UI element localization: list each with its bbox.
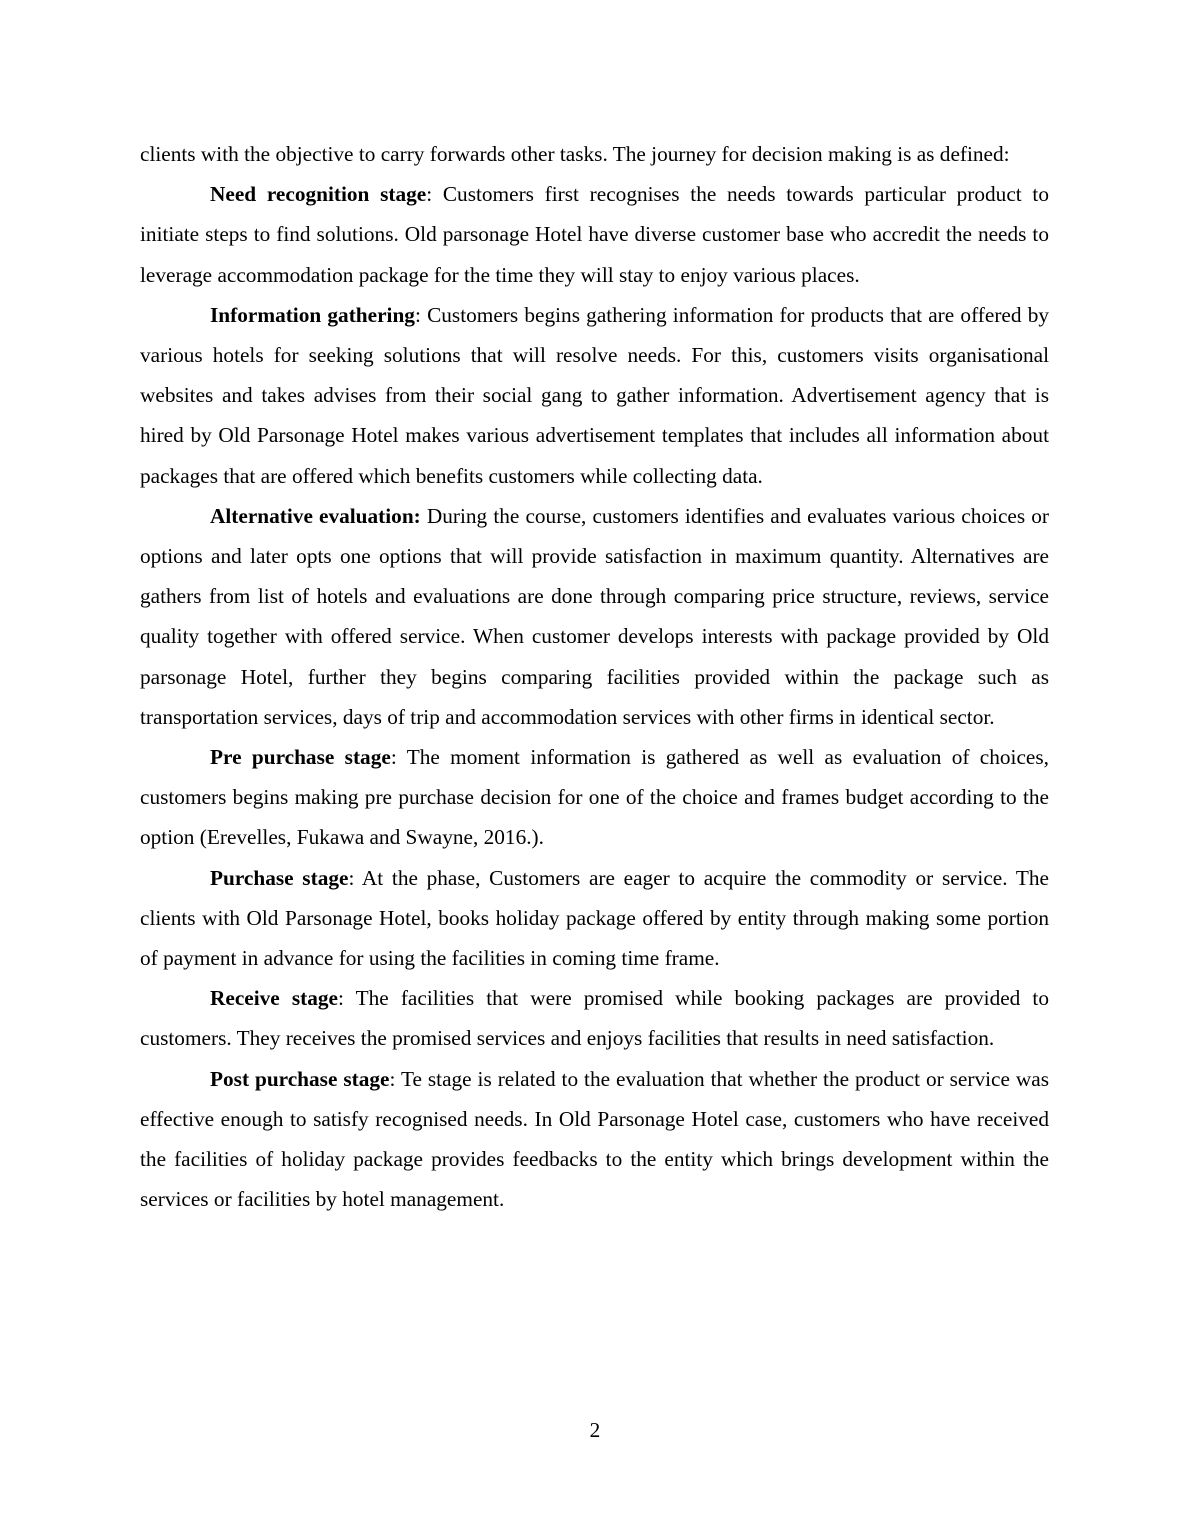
stage-text: The moment information is gathered as well as evaluation of choices, customers begins making pre purchase decision for one of the choice and frames budget according to the option (Erevelles, Fukawa and Swayne, 2016.).	[140, 745, 1049, 850]
paragraph-information-gathering	[140, 295, 1049, 496]
stage-text: At the phase, Customers are eager to acquire the commodity or service. The clients with Old Parsonage Hotel, books holiday package offered by entity through making some portion of payment in advance for using the facilities in coming time frame.	[140, 865, 1049, 971]
stage-text: Te stage is related to the evaluation that whether the product or service was effective enough to satisfy recognised needs. In Old Parsonage Hotel case, customers who have received the facilities of holiday package provides feedbacks to the entity which brings development within the services or facilities by hotel management.	[140, 1066, 1049, 1212]
document-body	[140, 134, 1049, 1219]
stage-text: During the course, customers identifies and evaluates various choices or options and later opts one options that will provide satisfaction in maximum quantity. Alternatives are gathers from list of hotels and evaluations are done through comparing price structure, reviews, service quality together with offered service. When customer develops interests with package provided by Old parsonage Hotel, further they begins comparing facilities provided within the package such as transportation services, days of trip and accommodation services with other firms in identical sector.	[140, 503, 1049, 729]
stage-separator: :	[348, 865, 355, 890]
stage-separator: :	[426, 182, 433, 207]
stage-separator: :	[337, 986, 344, 1011]
stage-title: Alternative evaluation:	[210, 503, 421, 528]
stage-title: Need recognition stage	[210, 182, 427, 207]
paragraph-receive	[140, 978, 1049, 1058]
stage-text: Customers begins gathering information for products that are offered by various hotels for seeking solutions that will resolve needs. For this, customers visits organisational websites and takes advises from their social gang to gather information. Advertisement agency that is hired by Old Parsonage Hotel makes various advertisement templates that includes all information about packages that are offered which benefits customers while collecting data.	[140, 302, 1050, 488]
stage-title: Post purchase stage	[210, 1066, 390, 1091]
stage-title: Receive stage	[210, 986, 338, 1011]
stage-separator: :	[390, 745, 397, 770]
paragraph-alternative-evaluation	[140, 496, 1049, 737]
stage-title: Information gathering	[210, 302, 415, 327]
stage-title: Pre purchase stage	[210, 745, 391, 770]
paragraph-pre-purchase	[140, 737, 1049, 858]
paragraph-post-purchase	[140, 1059, 1049, 1220]
stage-text: Customers first recognises the needs towards particular product to initiate steps to find solutions. Old parsonage Hotel have diverse customer base who accredit the needs to leverage accommodation package for the time they will stay to enjoy various places.	[140, 182, 1049, 287]
stage-text: The facilities that were promised while booking packages are provided to customers. They receives the promised services and enjoys facilities that results in need satisfaction.	[140, 986, 1049, 1051]
stage-title: Purchase stage	[210, 865, 349, 890]
page-number: 2	[589, 1418, 601, 1442]
stage-separator: :	[389, 1066, 396, 1091]
stage-separator: :	[414, 302, 421, 327]
paragraph-need-recognition	[140, 174, 1049, 295]
paragraph-purchase	[140, 858, 1049, 979]
intro-paragraph: clients with the objective to carry forwards other tasks. The journey for decision making is as defined:	[140, 142, 1010, 166]
